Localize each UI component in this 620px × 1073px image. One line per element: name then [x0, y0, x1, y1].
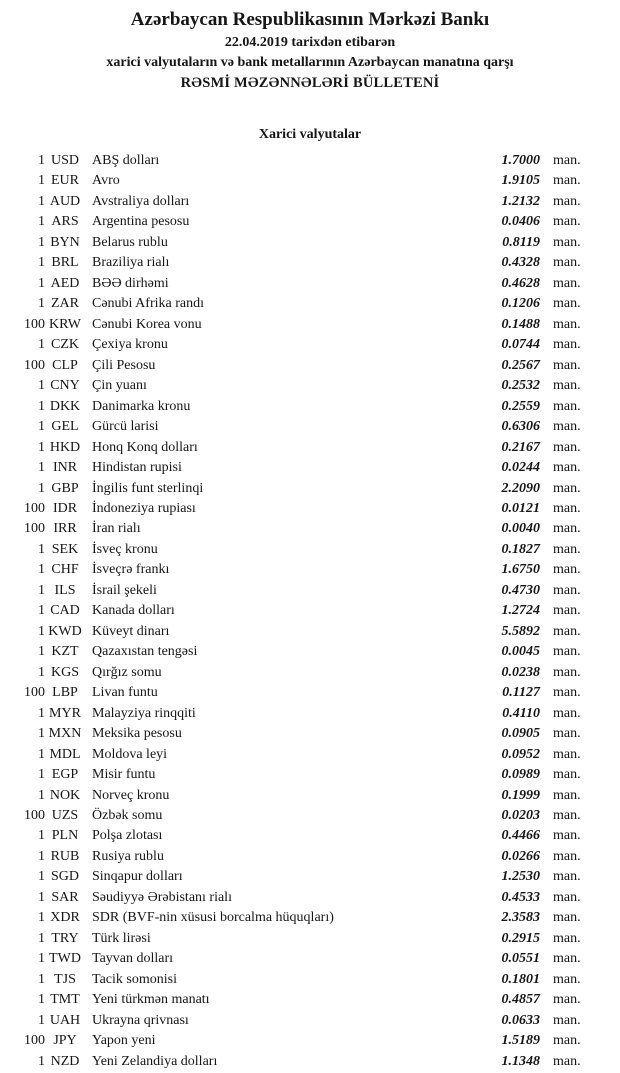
rate-row [0, 847, 620, 867]
rate-row [0, 458, 620, 478]
currency-code-cell: TMT [50, 992, 80, 1008]
unit-label-cell: man. [553, 562, 581, 578]
rate-row [0, 949, 620, 969]
rate-value-cell: 0.0406 [501, 214, 540, 230]
unit-label-cell: man. [553, 1012, 581, 1028]
rate-row [0, 1011, 620, 1031]
quantity-cell: 1 [38, 541, 45, 557]
currency-name-cell: Türk lirəsi [92, 930, 151, 946]
rate-row [0, 151, 620, 171]
currency-code-cell: IRR [53, 521, 77, 537]
unit-label-cell: man. [553, 930, 581, 946]
quantity-cell: 1 [38, 869, 45, 885]
unit-label-cell: man. [553, 357, 581, 373]
rate-row [0, 253, 620, 273]
rate-row [0, 867, 620, 887]
currency-name-cell: Çexiya kronu [92, 337, 168, 353]
currency-code-cell: KZT [51, 644, 79, 660]
quantity-cell: 100 [24, 521, 45, 537]
quantity-cell: 1 [38, 644, 45, 660]
section-title: Xarici valyutalar [258, 127, 362, 142]
rate-row [0, 581, 620, 601]
rate-value-cell: 0.0203 [501, 808, 540, 823]
currency-code-cell: EGP [51, 767, 79, 783]
quantity-cell: 1 [38, 992, 45, 1008]
rate-value-cell: 0.2559 [501, 398, 540, 414]
currency-name-cell: İsrail şekeli [92, 582, 157, 598]
quantity-cell: 100 [24, 1033, 45, 1049]
rate-value-cell: 0.2167 [501, 439, 540, 455]
rate-value-cell: 1.2132 [501, 193, 540, 209]
rate-row [0, 704, 620, 724]
unit-label-cell: man. [553, 316, 581, 332]
currency-code-cell: DKK [49, 398, 81, 414]
quantity-cell: 1 [38, 746, 45, 762]
rate-row [0, 397, 620, 417]
unit-label-cell: man. [553, 153, 581, 168]
quantity-cell: 1 [38, 787, 45, 803]
unit-label-cell: man. [553, 193, 581, 209]
currency-name-cell: Misir funtu [92, 767, 156, 783]
rate-row [0, 601, 620, 621]
rate-value-cell: 1.2724 [501, 603, 540, 619]
currency-name-cell: Gürcü larisi [92, 419, 159, 435]
unit-label-cell: man. [553, 214, 581, 230]
unit-label-cell: man. [553, 1033, 581, 1049]
rate-row [0, 826, 620, 846]
rate-value-cell: 0.0952 [501, 746, 540, 762]
currency-name-cell: BƏƏ dirhəmi [92, 275, 169, 291]
unit-label-cell: man. [553, 869, 581, 885]
bulletin-header [0, 0, 620, 93]
currency-code-cell: LBP [52, 685, 78, 701]
rate-value-cell: 0.2532 [501, 378, 540, 394]
currency-code-cell: USD [50, 153, 79, 168]
currency-code-cell: SGD [50, 869, 79, 885]
rate-row [0, 745, 620, 765]
rate-value-cell: 0.8119 [502, 234, 540, 250]
currency-name-cell: Livan funtu [92, 685, 158, 701]
quantity-cell: 1 [38, 582, 45, 598]
unit-label-cell: man. [553, 889, 581, 905]
rate-row [0, 970, 620, 990]
quantity-cell: 1 [38, 378, 45, 394]
currency-code-cell: TJS [54, 971, 76, 987]
currency-name-cell: Küveyt dinarı [92, 623, 170, 639]
currency-name-cell: Danimarka kronu [92, 398, 191, 414]
currency-name-cell: Özbək somu [92, 808, 163, 823]
unit-label-cell: man. [553, 582, 581, 598]
currency-name-cell: Yeni türkmən manatı [92, 992, 210, 1008]
rate-value-cell: 0.0040 [501, 521, 540, 537]
quantity-cell: 1 [38, 460, 45, 476]
rate-row [0, 294, 620, 314]
currency-name-cell: Norveç kronu [92, 787, 170, 803]
currency-name-cell: Kanada dolları [92, 603, 175, 619]
rate-row [0, 438, 620, 458]
rates-table [0, 151, 620, 1072]
unit-label-cell: man. [553, 521, 581, 537]
rate-row [0, 356, 620, 376]
rate-value-cell: 0.1827 [501, 541, 540, 557]
rate-value-cell: 0.4466 [501, 828, 540, 844]
rate-value-cell: 0.4628 [501, 275, 540, 291]
currency-name-cell: Qırğız somu [92, 664, 162, 680]
rate-value-cell: 1.1348 [501, 1053, 540, 1069]
currency-name-cell: Yapon yeni [92, 1033, 156, 1049]
subject-line: xarici valyutaların və bank metallarının Azərbaycan manatına qarşı [106, 55, 514, 70]
currency-code-cell: BRL [51, 255, 79, 271]
quantity-cell: 1 [38, 398, 45, 414]
rate-row [0, 929, 620, 949]
currency-name-cell: Tayvan dolları [92, 951, 174, 967]
unit-label-cell: man. [553, 787, 581, 803]
rate-row [0, 724, 620, 744]
quantity-cell: 1 [38, 951, 45, 967]
currency-code-cell: KGS [50, 664, 79, 680]
rate-value-cell: 0.2915 [501, 930, 540, 946]
quantity-cell: 100 [24, 685, 45, 701]
quantity-cell: 1 [38, 480, 45, 496]
unit-label-cell: man. [553, 992, 581, 1008]
currency-name-cell: Səudiyyə Ərəbistanı rialı [92, 889, 232, 905]
quantity-cell: 1 [38, 623, 45, 639]
currency-code-cell: XDR [50, 910, 80, 926]
quantity-cell: 100 [24, 357, 45, 373]
quantity-cell: 1 [38, 419, 45, 435]
quantity-cell: 1 [38, 214, 45, 230]
currency-code-cell: RUB [50, 848, 80, 864]
unit-label-cell: man. [553, 419, 581, 435]
unit-label-cell: man. [553, 234, 581, 250]
rate-row [0, 806, 620, 826]
currency-name-cell: Çin yuanı [92, 378, 147, 394]
rate-row [0, 335, 620, 355]
unit-label-cell: man. [553, 685, 581, 701]
unit-label-cell: man. [553, 603, 581, 619]
unit-label-cell: man. [553, 460, 581, 476]
currency-name-cell: Honq Konq dolları [92, 439, 198, 455]
quantity-cell: 1 [38, 439, 45, 455]
rate-value-cell: 2.2090 [501, 480, 540, 496]
unit-label-cell: man. [553, 398, 581, 414]
rate-value-cell: 0.4110 [502, 705, 540, 721]
rate-value-cell: 1.9105 [501, 173, 540, 189]
unit-label-cell: man. [553, 439, 581, 455]
currency-code-cell: NOK [49, 787, 81, 803]
rate-value-cell: 0.0045 [501, 644, 540, 660]
quantity-cell: 1 [38, 726, 45, 742]
unit-label-cell: man. [553, 1053, 581, 1069]
rate-row [0, 376, 620, 396]
rate-row [0, 212, 620, 232]
unit-label-cell: man. [553, 296, 581, 312]
currency-name-cell: Belarus rublu [92, 234, 168, 250]
currency-name-cell: SDR (BVF-nin xüsusi borcalma hüquqları) [92, 910, 334, 926]
currency-name-cell: Yeni Zelandiya dolları [92, 1053, 218, 1069]
currency-code-cell: CLP [52, 357, 78, 373]
rate-value-cell: 1.2530 [501, 869, 540, 885]
rate-value-cell: 0.1801 [501, 971, 540, 987]
currency-code-cell: CZK [51, 337, 79, 353]
currency-code-cell: UAH [49, 1012, 81, 1028]
rate-row [0, 499, 620, 519]
currency-code-cell: IDR [52, 500, 78, 516]
currency-code-cell: KRW [49, 316, 81, 332]
currency-code-cell: MXN [48, 726, 82, 742]
unit-label-cell: man. [553, 378, 581, 394]
unit-label-cell: man. [553, 480, 581, 496]
rate-value-cell: 0.0266 [501, 848, 540, 864]
quantity-cell: 1 [38, 1053, 45, 1069]
currency-code-cell: ILS [54, 582, 76, 598]
unit-label-cell: man. [553, 951, 581, 967]
quantity-cell: 1 [38, 910, 45, 926]
currency-code-cell: TRY [51, 930, 79, 946]
quantity-cell: 100 [24, 316, 45, 332]
currency-code-cell: AUD [49, 193, 81, 209]
currency-name-cell: Meksika pesosu [92, 726, 182, 742]
rate-row [0, 622, 620, 642]
unit-label-cell: man. [553, 848, 581, 864]
rate-value-cell: 5.5892 [501, 623, 540, 639]
currency-code-cell: NZD [50, 1053, 80, 1069]
currency-name-cell: Cənubi Korea vonu [92, 316, 202, 332]
rate-row [0, 683, 620, 703]
rate-row [0, 192, 620, 212]
currency-name-cell: Sinqapur dolları [92, 869, 183, 885]
rate-row [0, 765, 620, 785]
rate-value-cell: 0.2567 [501, 357, 540, 373]
quantity-cell: 1 [38, 234, 45, 250]
quantity-cell: 1 [38, 767, 45, 783]
rate-value-cell: 1.5189 [501, 1033, 540, 1049]
unit-label-cell: man. [553, 828, 581, 844]
quantity-cell: 1 [38, 193, 45, 209]
quantity-cell: 1 [38, 255, 45, 271]
rate-row [0, 560, 620, 580]
rate-value-cell: 0.0744 [501, 337, 540, 353]
currency-code-cell: GEL [51, 419, 79, 435]
currency-code-cell: GBP [51, 480, 79, 496]
currency-name-cell: Qazaxıstan tengəsi [92, 644, 198, 660]
rate-value-cell: 1.7000 [501, 153, 540, 168]
unit-label-cell: man. [553, 275, 581, 291]
quantity-cell: 1 [38, 153, 45, 168]
quantity-cell: 1 [38, 889, 45, 905]
quantity-cell: 1 [38, 173, 45, 189]
unit-label-cell: man. [553, 767, 581, 783]
rate-row [0, 233, 620, 253]
currency-name-cell: Çili Pesosu [92, 357, 156, 373]
rate-row [0, 315, 620, 335]
unit-label-cell: man. [553, 541, 581, 557]
currency-code-cell: BYN [50, 234, 80, 250]
unit-label-cell: man. [553, 746, 581, 762]
currency-code-cell: UZS [51, 808, 79, 823]
unit-label-cell: man. [553, 644, 581, 660]
currency-code-cell: CAD [50, 603, 80, 619]
currency-code-cell: PLN [51, 828, 79, 844]
quantity-cell: 1 [38, 971, 45, 987]
currency-code-cell: SEK [51, 541, 79, 557]
currency-code-cell: KWD [48, 623, 82, 639]
quantity-cell: 1 [38, 664, 45, 680]
quantity-cell: 1 [38, 275, 45, 291]
rate-row [0, 888, 620, 908]
rate-value-cell: 0.0551 [501, 951, 540, 967]
rate-row [0, 540, 620, 560]
rate-row [0, 663, 620, 683]
rate-value-cell: 0.4730 [501, 582, 540, 598]
currency-name-cell: ABŞ dolları [92, 153, 160, 168]
currency-code-cell: ZAR [51, 296, 79, 312]
rate-value-cell: 0.0633 [501, 1012, 540, 1028]
currency-name-cell: İngilis funt sterlinqi [92, 480, 204, 496]
rate-value-cell: 0.0121 [501, 500, 540, 516]
currency-name-cell: Braziliya rialı [92, 255, 170, 271]
rate-value-cell: 0.1206 [501, 296, 540, 312]
currency-code-cell: EUR [51, 173, 79, 189]
rate-value-cell: 0.1999 [501, 787, 540, 803]
quantity-cell: 1 [38, 705, 45, 721]
unit-label-cell: man. [553, 173, 581, 189]
rate-row [0, 479, 620, 499]
currency-code-cell: JPY [53, 1033, 77, 1049]
rate-value-cell: 1.6750 [501, 562, 540, 578]
rate-value-cell: 0.4533 [501, 889, 540, 905]
currency-name-cell: Polşa zlotası [92, 828, 163, 844]
currency-code-cell: ARS [51, 214, 79, 230]
rate-value-cell: 0.4857 [501, 992, 540, 1008]
currency-name-cell: Rusiya rublu [92, 848, 164, 864]
unit-label-cell: man. [553, 623, 581, 639]
quantity-cell: 1 [38, 1012, 45, 1028]
quantity-cell: 1 [38, 296, 45, 312]
bank-title: Azərbaycan Respublikasının Mərkəzi Bankı [130, 9, 490, 30]
currency-code-cell: MYR [49, 705, 81, 721]
quantity-cell: 1 [38, 930, 45, 946]
rate-value-cell: 0.4328 [501, 255, 540, 271]
quantity-cell: 1 [38, 337, 45, 353]
currency-name-cell: İndoneziya rupiası [92, 500, 196, 516]
quantity-cell: 1 [38, 828, 45, 844]
rate-row [0, 417, 620, 437]
unit-label-cell: man. [553, 255, 581, 271]
currency-name-cell: Cənubi Afrika randı [92, 296, 204, 312]
bulletin-title: RƏSMİ MƏZƏNNƏLƏRİ BÜLLETENİ [180, 75, 440, 91]
currency-name-cell: İran rialı [92, 521, 141, 537]
rate-value-cell: 0.0905 [501, 726, 540, 742]
rate-value-cell: 0.0244 [501, 460, 540, 476]
unit-label-cell: man. [553, 910, 581, 926]
currency-name-cell: Malayziya rinqqiti [92, 705, 196, 721]
unit-label-cell: man. [553, 500, 581, 516]
unit-label-cell: man. [553, 664, 581, 680]
currency-name-cell: Avro [92, 173, 120, 189]
unit-label-cell: man. [553, 705, 581, 721]
currency-name-cell: Argentina pesosu [92, 214, 190, 230]
quantity-cell: 1 [38, 562, 45, 578]
quantity-cell: 1 [38, 603, 45, 619]
currency-name-cell: Ukrayna qrivnası [92, 1012, 189, 1028]
rate-row [0, 171, 620, 191]
rate-value-cell: 0.6306 [501, 419, 540, 435]
effective-date-line: 22.04.2019 tarixdən etibarən [224, 35, 396, 50]
rate-row [0, 519, 620, 539]
currency-code-cell: CHF [51, 562, 79, 578]
currency-code-cell: AED [50, 275, 80, 291]
currency-code-cell: MDL [49, 746, 81, 762]
currency-name-cell: İsveç kronu [92, 541, 158, 557]
quantity-cell: 100 [24, 808, 45, 823]
unit-label-cell: man. [553, 808, 581, 823]
rate-value-cell: 2.3583 [501, 910, 540, 926]
quantity-cell: 100 [24, 500, 45, 516]
currency-name-cell: Avstraliya dolları [92, 193, 190, 209]
rate-row [0, 1031, 620, 1051]
rate-value-cell: 0.0238 [501, 664, 540, 680]
currency-name-cell: Tacik somonisi [92, 971, 177, 987]
rate-row [0, 908, 620, 928]
currency-code-cell: SAR [51, 889, 79, 905]
currency-name-cell: Moldova leyi [92, 746, 168, 762]
rate-row [0, 642, 620, 662]
rate-row [0, 786, 620, 806]
currency-name-cell: Hindistan rupisi [92, 460, 182, 476]
unit-label-cell: man. [553, 971, 581, 987]
currency-code-cell: HKD [49, 439, 81, 455]
currency-code-cell: CNY [50, 378, 80, 394]
currency-code-cell: TWD [49, 951, 81, 967]
currency-code-cell: INR [52, 460, 78, 476]
currency-name-cell: İsveçrə frankı [92, 562, 170, 578]
rate-row [0, 274, 620, 294]
rate-row [0, 1052, 620, 1072]
rate-row [0, 990, 620, 1010]
rate-value-cell: 0.1127 [502, 685, 540, 701]
rate-value-cell: 0.1488 [501, 316, 540, 332]
quantity-cell: 1 [38, 848, 45, 864]
unit-label-cell: man. [553, 337, 581, 353]
unit-label-cell: man. [553, 726, 581, 742]
rate-value-cell: 0.0989 [501, 767, 540, 783]
